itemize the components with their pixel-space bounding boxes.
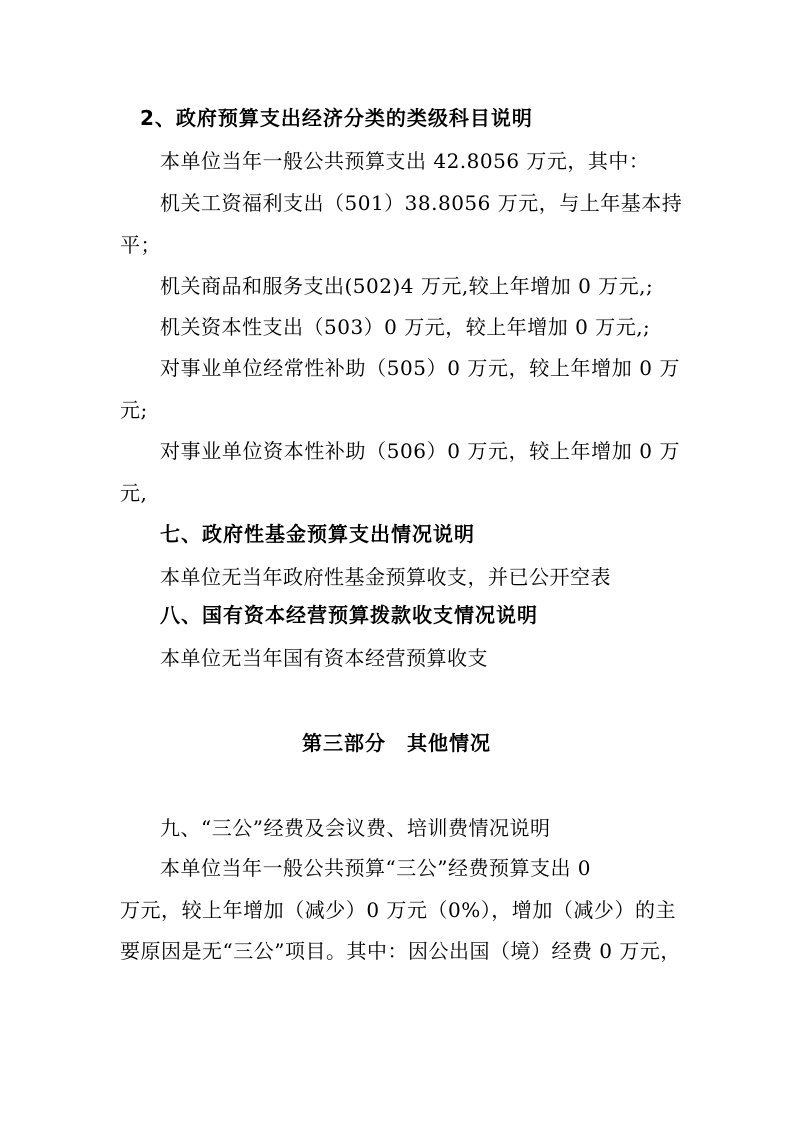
paragraph-line: 机关商品和服务支出(502)4 万元,较上年增加 0 万元,; bbox=[160, 274, 654, 298]
paragraph-line: 对事业单位资本性补助（506）0 万元，较上年增加 0 万 bbox=[160, 439, 680, 463]
paragraph-line: 元, bbox=[120, 481, 148, 505]
section-heading-economic-classification: 2、政府预算支出经济分类的类级科目说明 bbox=[140, 106, 533, 130]
paragraph-line: 本单位无当年国有资本经营预算收支 bbox=[160, 646, 488, 670]
paragraph-line: 本单位当年一般公共预算支出 42.8056 万元，其中： bbox=[160, 149, 650, 173]
part-title: 第三部分 其他情况 bbox=[302, 731, 491, 755]
paragraph-line: 机关工资福利支出（501）38.8056 万元，与上年基本持 bbox=[160, 191, 683, 215]
paragraph-line: 机关资本性支出（503）0 万元，较上年增加 0 万元,; bbox=[160, 315, 651, 339]
paragraph-line: 平； bbox=[120, 233, 161, 257]
section-heading-government-fund: 七、政府性基金预算支出情况说明 bbox=[160, 522, 475, 546]
paragraph-line: 对事业单位经常性补助（505）0 万元，较上年增加 0 万 bbox=[160, 356, 680, 380]
paragraph-line: 万元，较上年增加（减少）0 万元（0%），增加（减少）的主 bbox=[120, 898, 676, 922]
section-heading-three-public-expenses: 九、“三公”经费及会议费、培训费情况说明 bbox=[160, 816, 551, 840]
paragraph-line: 要原因是无“三公”项目。其中：因公出国（境）经费 0 万元， bbox=[120, 939, 681, 963]
section-heading-state-capital: 八、国有资本经营预算拨款收支情况说明 bbox=[160, 603, 538, 627]
paragraph-line: 本单位无当年政府性基金预算收支，并已公开空表 bbox=[160, 565, 611, 589]
paragraph-line: 元; bbox=[120, 398, 148, 422]
paragraph-line: 本单位当年一般公共预算“三公”经费预算支出 0 bbox=[160, 856, 592, 880]
